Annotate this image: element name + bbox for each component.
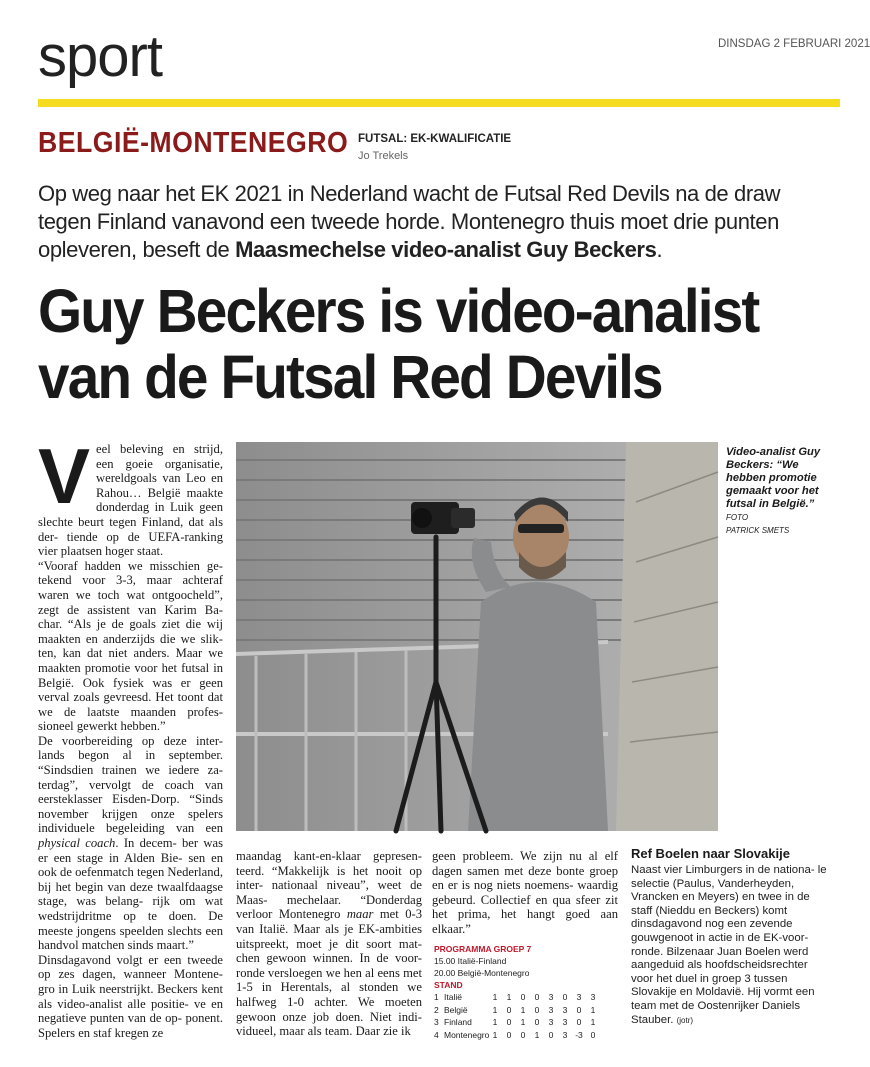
standings-table <box>434 991 620 1041</box>
byline: Jo Trekels <box>358 150 409 162</box>
standings-box <box>434 943 620 1041</box>
standings-cell: 1 <box>534 1029 540 1040</box>
standings-row <box>434 1016 620 1029</box>
match-title: BELGIË-MONTENEGRO <box>38 127 349 159</box>
standings-row <box>434 1029 620 1042</box>
standings-cell: 1 <box>492 992 498 1002</box>
standings-position: 1 <box>434 992 439 1002</box>
programme-line: 20.00 België-Montenegro <box>434 968 530 978</box>
article-column-1 <box>38 432 223 1040</box>
publication-date: DINSDAG 2 FEBRUARI 2021 <box>718 38 870 50</box>
photo-caption: Video-analist Guy Beckers: “We hebben promotie gemaakt voor het futsal in België.” FOTO PATRICK SMETS <box>726 446 826 537</box>
paragraph: De voorbereiding op deze inter- lands begon al in september. “Sindsdien trainen we iedere za- terdag”, vervolgt de coach van eersteklasser Eisden-Dorp. “Sinds november krijgen onze spelers individuele begeleiding van een physical coach. In decem- ber was er een stage in Alden Bie- sen en ook de oefenmatch tegen Nederland, bij het begin van deze twaalfdaagse stage, was belang- rijk om wat wedstrijdritme op te doen. De meeste jongens speelden slechts een handvol matchen sinds maart.” <box>38 733 223 953</box>
standings-cell: 0 <box>548 1029 554 1040</box>
paragraph: geen probleem. We zijn nu al elf dagen samen met deze bonte groep en er is nog niets noemens- waardig gebeurd. Collectief en qua sfeer zit het prima, het hangt goed aan elkaar.” <box>432 849 618 936</box>
standings-cell: 0 <box>520 1029 526 1040</box>
standings-cell: -3 <box>575 1029 583 1040</box>
standings-cell: 3 <box>548 1004 554 1015</box>
standings-team: Italië <box>444 992 462 1002</box>
standings-position: 4 <box>434 1029 439 1040</box>
standings-cell: 0 <box>506 1017 512 1027</box>
standings-cell: 1 <box>492 1004 498 1015</box>
photo-guy-beckers <box>236 442 718 831</box>
standings-cell: 1 <box>506 992 512 1002</box>
header-rule <box>38 99 840 107</box>
standings-cell: 0 <box>506 1029 512 1040</box>
paragraph: “Vooraf hadden we misschien ge- tekend voor 3-3, maar achteraf waren we toch wat ontgoocheld”, zegt de assistent van Karim Ba- char. “Als je de goals ziet die wij maakten en anderzijds die we slik- ten, kan dat niet anders. Maar we maakten promotie voor het futsal in België. Ook fysiek was er geen verval zoals gevreesd. Het toont dat we de laatste maanden profes- sioneel gewerkt hebben.” <box>38 558 223 734</box>
standings-title: STAND <box>434 980 463 990</box>
standings-cell: 3 <box>590 992 596 1002</box>
photo-credit-name: PATRICK SMETS <box>726 526 790 535</box>
sidebar-body: Naast vier Limburgers in de nationa- le selectie (Paulus, Vanderheyden, Vrancken en Meyers) en twee in de staff (Nieddu en Beckers) komt dinsdagavond nog een zevende gouwgenoot in actie in de EK-voor- ronde. Bilzenaar Juan Boelen werd aangeduid als hoofdscheidsrechter voor het duel in groep 3 tussen Slovakije en Moldavië. Hij vormt een team met de Oostenrijker Daniels Stauber. (jotr) <box>631 864 827 1026</box>
standings-cell: 0 <box>562 992 568 1002</box>
standings-cell: 0 <box>506 1004 512 1015</box>
standings-cell: 3 <box>548 1017 554 1027</box>
lead-paragraph: Veel beleving en strijd, een goeie organisatie, wereldgoals van Leo en Rahou… België maakte donderdag in Luik geen slechte beurt tegen Finland, dat als der- tiende op de UEFA-ranking vier plaatsen hoger staat. <box>38 432 223 559</box>
standings-cell: 1 <box>590 1017 596 1027</box>
standings-cell: 0 <box>576 1004 582 1015</box>
standings-cell: 3 <box>548 992 554 1002</box>
section-title: sport <box>38 24 162 89</box>
standings-position: 3 <box>434 1017 439 1027</box>
standings-cell: 3 <box>562 1029 568 1040</box>
standings-cell: 0 <box>520 992 526 1002</box>
standings-cell: 3 <box>562 1004 568 1015</box>
headline: Guy Beckers is video-analist van de Futsal Red Devils <box>38 277 759 411</box>
standings-row <box>434 1004 620 1017</box>
photo-credit: FOTO <box>726 513 749 522</box>
article-column-3 <box>432 849 618 937</box>
standings-cell: 1 <box>492 1029 498 1040</box>
programme-title: PROGRAMMA GROEP 7 <box>434 944 532 954</box>
paragraph: maandag kant-en-klaar gepresen- teerd. “Makkelijk is het nooit op inter- nationaal niveau”, weet de Maas- mechelaar. “Donderdag verloor Montenegro maar met 0-3 van Italië. Maar als je EK-ambities uitspreekt, moet je dit soort mat- chen gewoon winnen. In de voor- ronde versloegen we hen al eens met 1-5 in Herentals, al stonden we halfweg 1-0 achter. We moeten gewoon onze job doen. Niet indi- vidueel, maar als team. Daar zie ik <box>236 849 422 1039</box>
programme-line: 15.00 Italië-Finland <box>434 956 507 966</box>
standings-cell: 0 <box>534 1017 540 1027</box>
kicker: FUTSAL: EK-KWALIFICATIE <box>358 133 512 145</box>
standings-cell: 1 <box>520 1004 526 1015</box>
standings-cell: 1 <box>590 1004 596 1015</box>
standings-cell: 3 <box>562 1017 568 1027</box>
standings-team: Montenegro <box>444 1029 490 1040</box>
standings-row <box>434 991 620 1004</box>
standings-cell: 0 <box>534 992 540 1002</box>
standings-position: 2 <box>434 1004 439 1015</box>
standings-cell: 3 <box>576 992 582 1002</box>
standings-team: België <box>444 1004 468 1015</box>
standings-cell: 0 <box>590 1029 596 1040</box>
photo-illustration <box>236 442 718 831</box>
sidebar-signature: (jotr) <box>676 1015 694 1025</box>
standings-team: Finland <box>444 1017 472 1027</box>
intro-paragraph: Op weg naar het EK 2021 in Nederland wacht de Futsal Red Devils na de draw tegen Finland vanavond een tweede horde. Montenegro thuis moet drie punten opleveren, beseft de Maasmechelse video-analist Guy Beckers. <box>38 181 781 262</box>
article-column-2 <box>236 849 422 1039</box>
standings-cell: 0 <box>576 1017 582 1027</box>
standings-cell: 1 <box>492 1017 498 1027</box>
paragraph: Dinsdagavond volgt er een tweede op zes dagen, wanneer Montene- gro in Luik neerstrijkt. Beckers kent als video-analist alle positie- ve en negatieve punten van de op- ponent. Spelers en staf kregen ze <box>38 952 223 1040</box>
sidebar-article <box>631 846 831 1027</box>
sidebar-title: Ref Boelen naar Slovakije <box>631 846 790 861</box>
standings-cell: 0 <box>534 1004 540 1015</box>
drop-cap: V <box>38 432 91 520</box>
intro-bold: Maasmechelse video-analist Guy Beckers <box>235 237 657 262</box>
standings-cell: 1 <box>520 1017 526 1027</box>
